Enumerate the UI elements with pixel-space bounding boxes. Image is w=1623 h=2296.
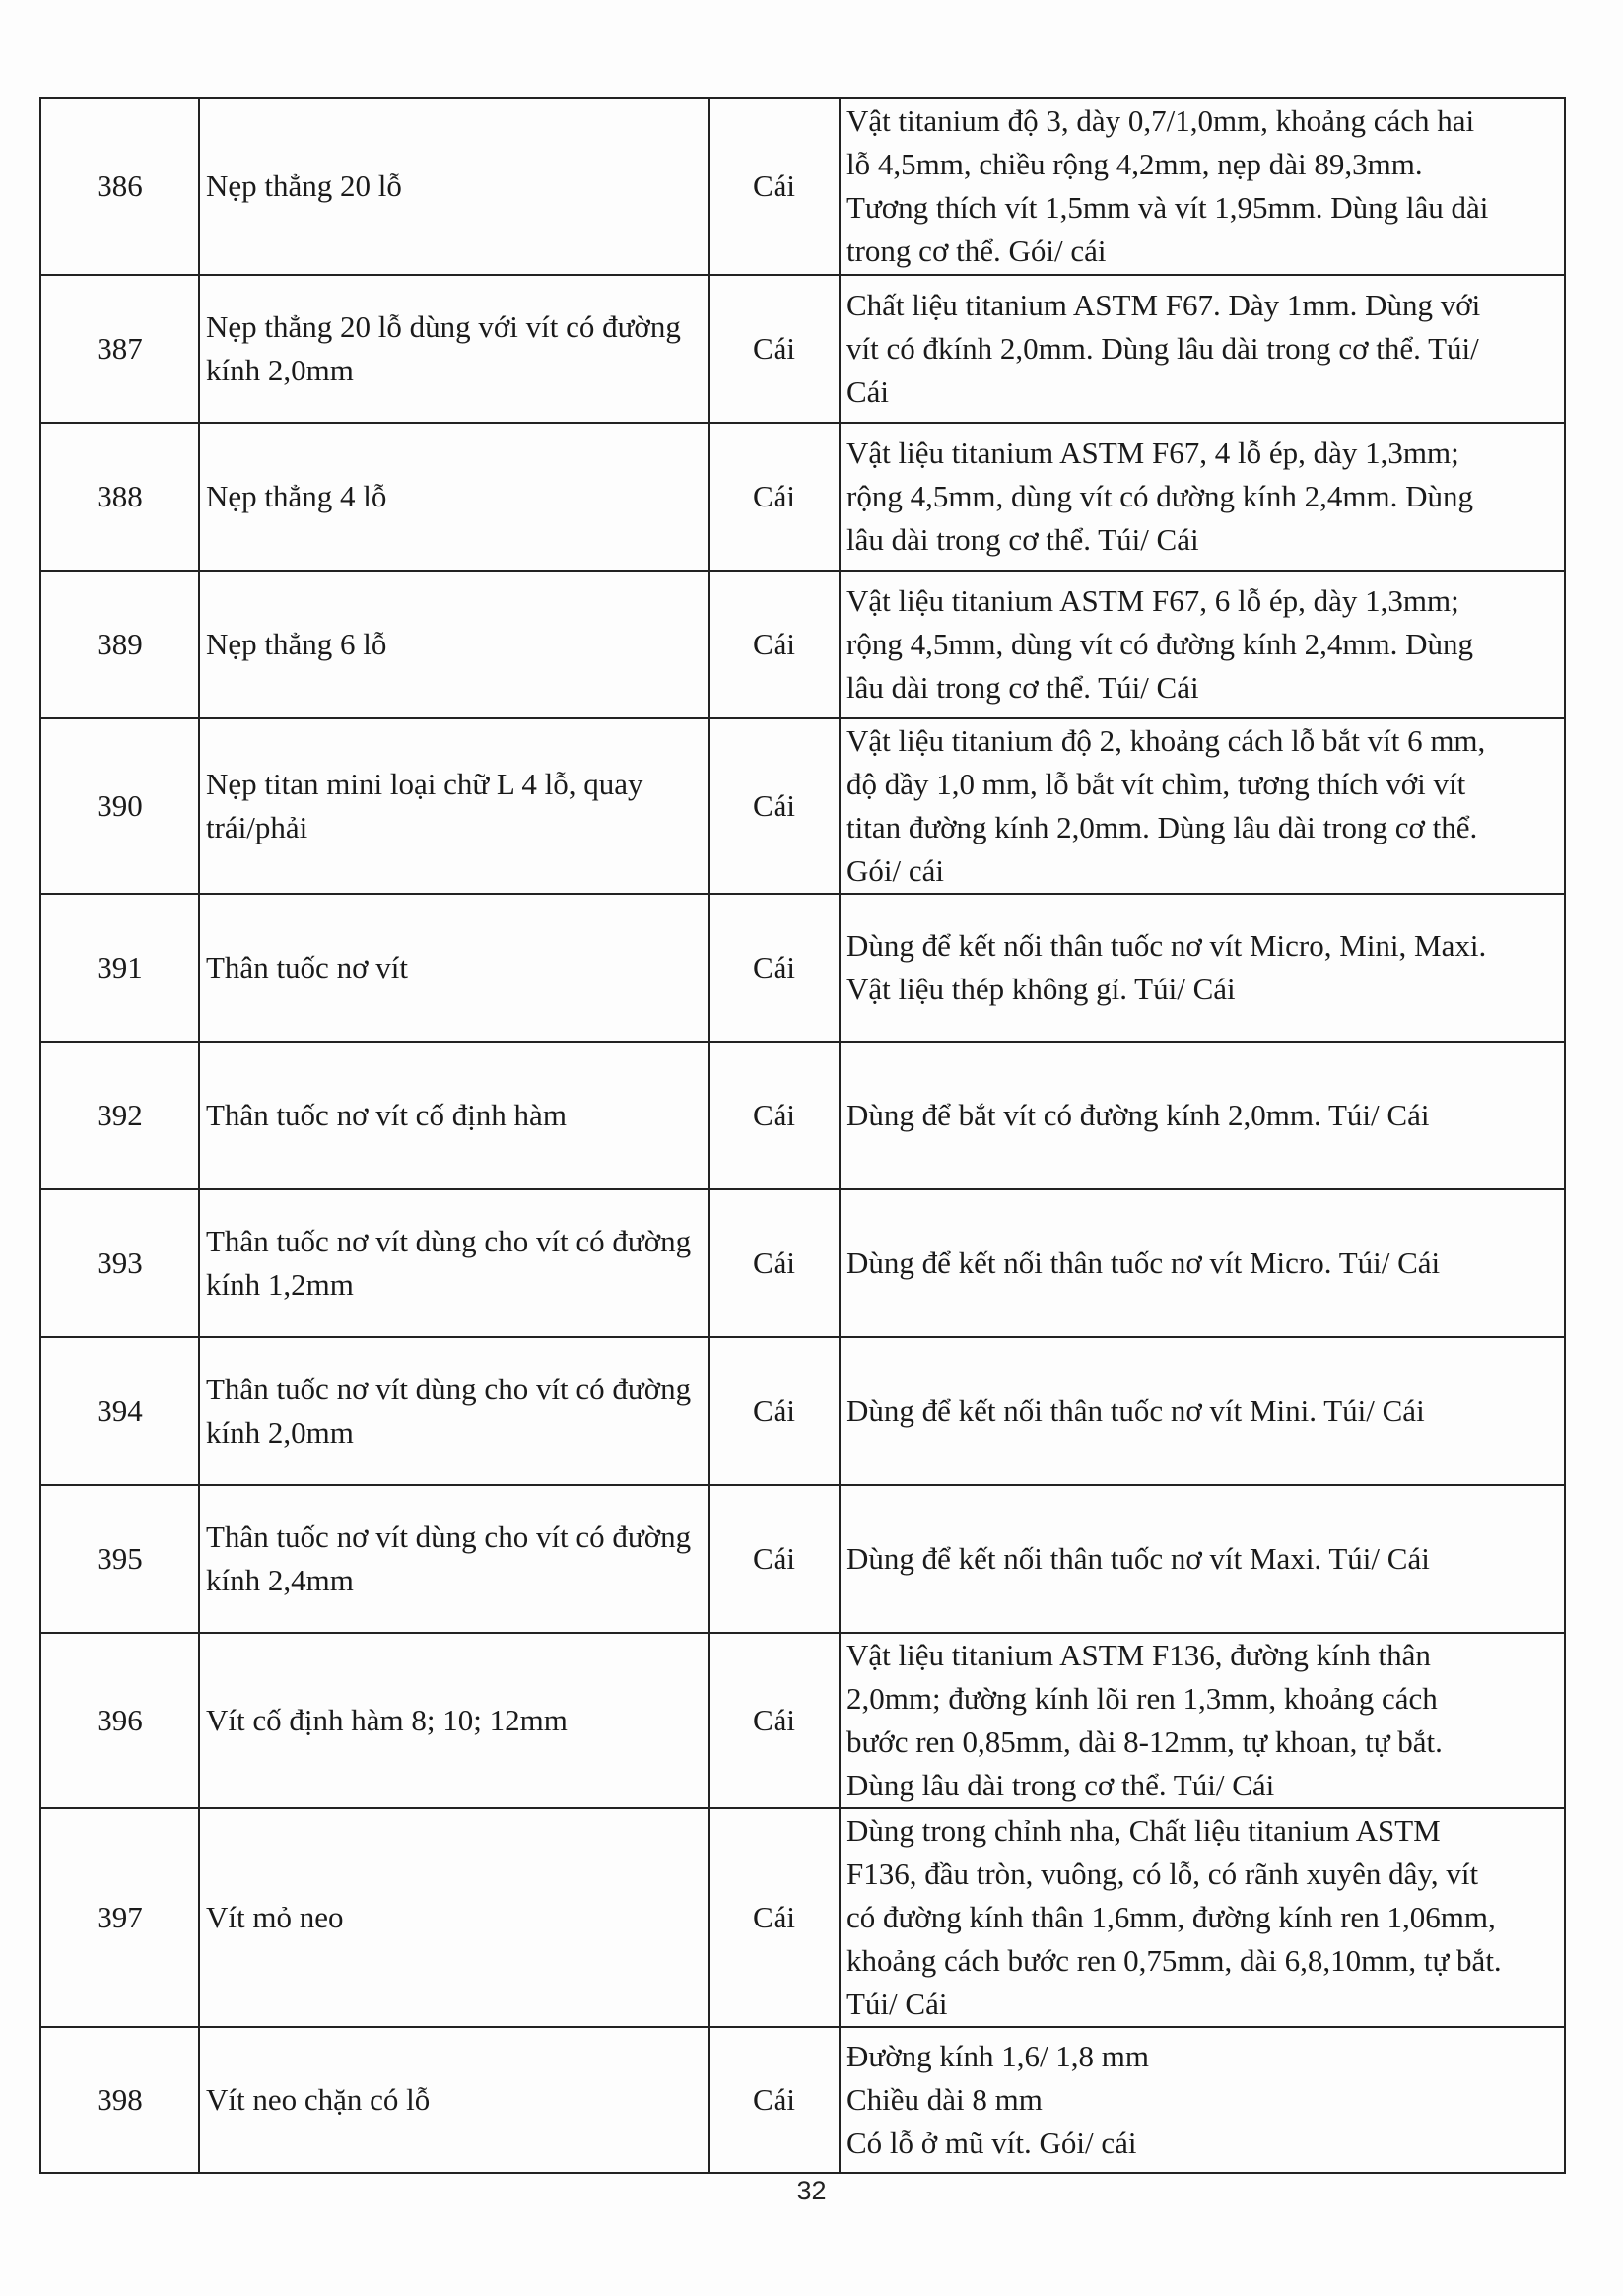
table-row	[40, 571, 1565, 718]
item-description-cell	[840, 1042, 1565, 1189]
item-number-cell: 394	[40, 1337, 199, 1485]
description-line: Dùng lâu dài trong cơ thể. Túi/ Cái	[846, 1768, 1275, 1802]
table-row	[40, 423, 1565, 571]
description-line: khoảng cách bước ren 0,75mm, dài 6,8,10mm, tự bắt.	[846, 1943, 1502, 1978]
item-name-cell: Thân tuốc nơ vít dùng cho vít có đường kính 1,2mm	[199, 1189, 709, 1337]
table-row	[40, 1808, 1565, 2027]
item-number-cell: 386	[40, 98, 199, 275]
item-name-cell: Thân tuốc nơ vít	[199, 894, 709, 1042]
description-line: Dùng để kết nối thân tuốc nơ vít Micro, Mini, Maxi.	[846, 928, 1487, 963]
table-row	[40, 1485, 1565, 1633]
description-line: Dùng để kết nối thân tuốc nơ vít Maxi. Túi/ Cái	[846, 1541, 1430, 1576]
item-number-cell: 390	[40, 718, 199, 894]
description-line: Vật liệu titanium ASTM F67, 4 lỗ ép, dày 1,3mm;	[846, 436, 1459, 470]
description-line: Có lỗ ở mũ vít. Gói/ cái	[846, 2126, 1137, 2160]
item-unit-cell: Cái	[709, 1808, 840, 2027]
item-name-cell: Thân tuốc nơ vít dùng cho vít có đường kính 2,4mm	[199, 1485, 709, 1633]
description-line: rộng 4,5mm, dùng vít có đường kính 2,4mm. Dùng	[846, 627, 1473, 661]
item-number-cell: 397	[40, 1808, 199, 2027]
description-line: bước ren 0,85mm, dài 8-12mm, tự khoan, tự bắt.	[846, 1724, 1443, 1759]
item-number-cell: 387	[40, 275, 199, 423]
item-unit-cell: Cái	[709, 571, 840, 718]
description-line: có đường kính thân 1,6mm, đường kính ren 1,06mm,	[846, 1900, 1496, 1934]
table-row	[40, 894, 1565, 1042]
description-line: Đường kính 1,6/ 1,8 mm	[846, 2039, 1150, 2073]
table-row	[40, 1337, 1565, 1485]
description-line: rộng 4,5mm, dùng vít có dường kính 2,4mm. Dùng	[846, 479, 1473, 513]
item-unit-cell: Cái	[709, 2027, 840, 2173]
description-line: Vật liệu thép không gỉ. Túi/ Cái	[846, 972, 1236, 1006]
supplies-table	[39, 97, 1566, 2174]
item-description-cell	[840, 2027, 1565, 2173]
item-name-cell: Nẹp titan mini loại chữ L 4 lỗ, quay trái/phải	[199, 718, 709, 894]
description-line: Vật liệu titanium độ 2, khoảng cách lỗ bắt vít 6 mm,	[846, 723, 1486, 758]
table-row	[40, 98, 1565, 275]
description-line: Cái	[846, 374, 890, 409]
item-description-cell	[840, 1189, 1565, 1337]
item-description-cell	[840, 1485, 1565, 1633]
item-description-cell	[840, 423, 1565, 571]
item-name-cell: Nẹp thẳng 20 lỗ	[199, 98, 709, 275]
item-description-cell	[840, 718, 1565, 894]
description-line: Vật titanium độ 3, dày 0,7/1,0mm, khoảng cách hai	[846, 103, 1475, 138]
description-line: titan đường kính 2,0mm. Dùng lâu dài trong cơ thể.	[846, 810, 1478, 844]
item-description-cell	[840, 1337, 1565, 1485]
item-unit-cell: Cái	[709, 423, 840, 571]
item-unit-cell: Cái	[709, 275, 840, 423]
description-line: Dùng để kết nối thân tuốc nơ vít Micro. Túi/ Cái	[846, 1246, 1441, 1280]
item-unit-cell: Cái	[709, 1189, 840, 1337]
item-description-cell	[840, 894, 1565, 1042]
description-line: Gói/ cái	[846, 853, 944, 888]
item-name-cell: Nẹp thẳng 4 lỗ	[199, 423, 709, 571]
item-description-cell	[840, 1808, 1565, 2027]
table-row	[40, 1633, 1565, 1808]
description-line: Dùng để kết nối thân tuốc nơ vít Mini. Túi/ Cái	[846, 1393, 1425, 1428]
description-line: 2,0mm; đường kính lõi ren 1,3mm, khoảng cách	[846, 1681, 1438, 1716]
description-line: Vật liệu titanium ASTM F67, 6 lỗ ép, dày 1,3mm;	[846, 583, 1459, 618]
item-unit-cell: Cái	[709, 718, 840, 894]
description-line: Túi/ Cái	[846, 1987, 948, 2021]
item-number-cell: 393	[40, 1189, 199, 1337]
item-unit-cell: Cái	[709, 1337, 840, 1485]
description-line: lâu dài trong cơ thể. Túi/ Cái	[846, 670, 1199, 705]
item-unit-cell: Cái	[709, 1485, 840, 1633]
item-name-cell: Vít cố định hàm 8; 10; 12mm	[199, 1633, 709, 1808]
item-name-cell: Thân tuốc nơ vít cố định hàm	[199, 1042, 709, 1189]
item-unit-cell: Cái	[709, 1042, 840, 1189]
item-number-cell: 392	[40, 1042, 199, 1189]
description-line: lâu dài trong cơ thể. Túi/ Cái	[846, 522, 1199, 557]
description-line: F136, đầu tròn, vuông, có lỗ, có rãnh xuyên dây, vít	[846, 1857, 1479, 1891]
item-description-cell	[840, 98, 1565, 275]
description-line: Dùng trong chỉnh nha, Chất liệu titanium ASTM	[846, 1813, 1441, 1848]
item-number-cell: 396	[40, 1633, 199, 1808]
table-body	[40, 98, 1565, 2173]
table-row	[40, 718, 1565, 894]
table-row	[40, 275, 1565, 423]
item-name-cell: Vít mỏ neo	[199, 1808, 709, 2027]
description-line: Dùng để bắt vít có đường kính 2,0mm. Túi/ Cái	[846, 1098, 1430, 1132]
item-description-cell	[840, 275, 1565, 423]
description-line: Tương thích vít 1,5mm và vít 1,95mm. Dùng lâu dài	[846, 190, 1489, 225]
item-unit-cell: Cái	[709, 1633, 840, 1808]
table-row	[40, 2027, 1565, 2173]
description-line: Chất liệu titanium ASTM F67. Dày 1mm. Dùng với	[846, 288, 1481, 322]
page-number: 32	[796, 2176, 827, 2205]
item-name-cell: Vít neo chặn có lỗ	[199, 2027, 709, 2173]
item-description-cell	[840, 571, 1565, 718]
description-line: lỗ 4,5mm, chiều rộng 4,2mm, nẹp dài 89,3mm.	[846, 147, 1423, 181]
description-line: Chiều dài 8 mm	[846, 2082, 1043, 2117]
table-row	[40, 1042, 1565, 1189]
item-number-cell: 389	[40, 571, 199, 718]
item-description-cell	[840, 1633, 1565, 1808]
item-number-cell: 398	[40, 2027, 199, 2173]
item-number-cell: 395	[40, 1485, 199, 1633]
description-line: trong cơ thể. Gói/ cái	[846, 234, 1107, 268]
item-number-cell: 388	[40, 423, 199, 571]
description-line: độ dầy 1,0 mm, lỗ bắt vít chìm, tương thích với vít	[846, 767, 1466, 801]
item-unit-cell: Cái	[709, 894, 840, 1042]
item-number-cell: 391	[40, 894, 199, 1042]
table-row	[40, 1189, 1565, 1337]
item-unit-cell: Cái	[709, 98, 840, 275]
description-line: Vật liệu titanium ASTM F136, đường kính thân	[846, 1638, 1431, 1672]
description-line: vít có đkính 2,0mm. Dùng lâu dài trong cơ thể. Túi/	[846, 331, 1479, 366]
item-name-cell: Nẹp thẳng 20 lỗ dùng với vít có đường kính 2,0mm	[199, 275, 709, 423]
item-name-cell: Thân tuốc nơ vít dùng cho vít có đường kính 2,0mm	[199, 1337, 709, 1485]
item-name-cell: Nẹp thẳng 6 lỗ	[199, 571, 709, 718]
